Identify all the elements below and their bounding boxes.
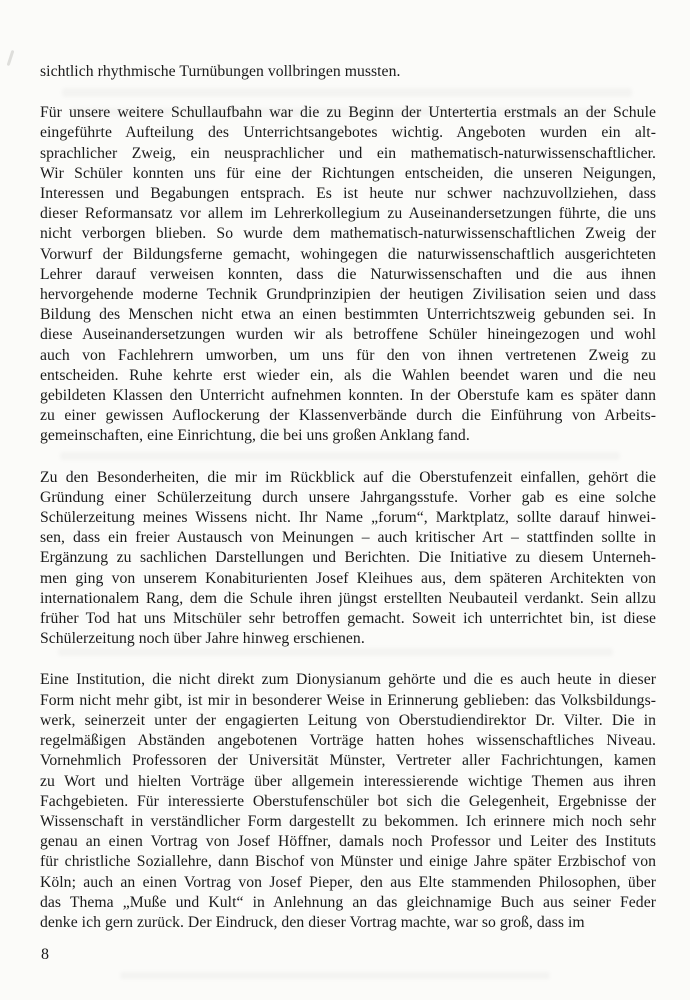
text-line: Lehrer darauf verweisen konnten, dass die Naturwissenschaften und die aus ihnen	[40, 265, 656, 283]
text-line: Form nicht mehr gibt, ist mir in besonderer Weise in Erinnerung geblieben: das Volksbildungs-	[40, 691, 656, 709]
text-line: dieser Reformansatz vor allem im Lehrerkollegium zu Auseinandersetzungen führte, die uns	[40, 205, 656, 223]
text-line: Schülerzeitung noch über Jahre hinweg erschienen.	[40, 630, 365, 648]
text-line: Köln; auch an einen Vortrag von Josef Pieper, den aus Elte stammenden Philosophen, über	[40, 873, 656, 891]
text-line: sichtlich rhythmische Turnübungen vollbringen mussten.	[40, 63, 401, 80]
paragraph	[40, 468, 656, 650]
text-line: internationalem Rang, dem die Schule ihren jüngst erstellten Neubauteil verdankt. Sein allzu	[40, 589, 656, 607]
text-line: eingeführte Aufteilung des Unterrichtsangebotes wichtig. Angeboten wurden ein alt-	[40, 124, 656, 142]
text-line: Gründung einer Schülerzeitung durch unsere Jahrgangsstufe. Vorher gab es eine solche	[40, 488, 656, 506]
text-line: Eine Institution, die nicht direkt zum Dionysianum gehörte und die es auch heute in dieser	[40, 671, 656, 689]
paragraph	[40, 670, 656, 933]
text-line: sprachlicher Zweig, ein neusprachlicher und ein mathematisch-naturwissenschaftlicher.	[40, 144, 656, 162]
text-line: sen, dass ein freier Austausch von Meinungen – auch kritischer Art – stattfinden sollte in	[40, 529, 656, 547]
text-line: für christliche Soziallehre, dann Bischof von Münster und einige Jahre später Erzbischof von	[40, 853, 656, 871]
text-line: zu Wort und hielten Vorträge über allgemein interessierende wichtige Themen aus ihren	[40, 772, 656, 790]
text-line: Zu den Besonderheiten, die mir im Rückblick auf die Oberstufenzeit einfallen, gehört die	[40, 468, 656, 486]
text-line: men ging von unserem Konabiturienten Josef Kleihues aus, dem späteren Architekten von	[40, 569, 656, 587]
text-line: Für unsere weitere Schullaufbahn war die zu Beginn der Untertertia erstmals an der Schule	[40, 104, 656, 122]
paragraph	[40, 103, 656, 446]
text-line: genau an einen Vortrag von Josef Höffner, damals noch Professor und Leiter des Instituts	[40, 833, 656, 851]
scan-artifact	[7, 50, 15, 66]
text-line: Fachgebieten. Für interessierte Oberstufenschüler bot sich die Gelegenheit, Ergebnisse der	[40, 792, 656, 810]
text-block	[40, 62, 656, 954]
text-line: gemeinschaften, eine Einrichtung, die bei uns großen Anklang fand.	[40, 427, 470, 445]
text-line: Interessen und Begabungen entsprach. Es ist heute nur schwer nachzuvollziehen, dass	[40, 185, 656, 203]
text-line: diese Auseinandersetzungen wurden wir als betroffene Schüler hineingezogen und wohl	[40, 326, 656, 344]
text-line: nicht verborgen blieben. So wurde dem mathematisch-naturwissenschaftlichen Zweig der	[40, 225, 656, 243]
text-line: Schülerzeitung meines Wissens nicht. Ihr Name „forum“, Marktplatz, sollte darauf hinwei-	[40, 509, 656, 527]
text-line: entscheiden. Ruhe kehrte erst wieder ein, als die Wahlen beendet waren und die neu	[40, 366, 656, 384]
text-line: zu einer gewissen Auflockerung der Klassenverbände durch die Einführung von Arbeits-	[40, 407, 656, 425]
ghost-text-artifact	[120, 972, 550, 979]
text-line: werk, seinerzeit unter der engagierten Leitung von Oberstudiendirektor Dr. Vilter. Die in	[40, 711, 656, 729]
text-line: Bildung des Menschen nicht etwa an einen bestimmten Unterrichtszweig gebunden sei. In	[40, 306, 656, 324]
text-line: gebildeten Klassen den Unterricht aufnehmen konnten. In der Oberstufe kam es später dann	[40, 387, 656, 405]
text-line: hervorgehende moderne Technik Grundprinzipien der heutigen Zivilisation seien und dass	[40, 286, 656, 304]
text-line: regelmäßigen Abständen angebotenen Vorträge hatten hohes wissenschaftliches Niveau.	[40, 732, 656, 750]
text-line: auch von Fachlehrern umworben, um uns für den von ihnen vertretenen Zweig zu	[40, 346, 656, 364]
text-line: Wissenschaft in verständlicher Form dargestellt zu bekommen. Ich erinnere mich noch sehr	[40, 812, 656, 830]
text-line: früher Tod hat uns Mitschüler sehr betroffen gemacht. Soweit ich unterrichtet bin, ist diese	[40, 610, 656, 628]
paragraph	[40, 62, 656, 82]
text-line: Vorwurf der Bildungsferne gemacht, wohingegen die naturwissenschaftlich ausgerichteten	[40, 245, 656, 263]
text-line: Ergänzung zu sachlichen Darstellungen und Berichten. Die Initiative zu diesem Unterneh-	[40, 549, 656, 567]
page-number: 8	[41, 946, 49, 963]
text-line: denke ich gern zurück. Der Eindruck, den dieser Vortrag machte, war so groß, dass im	[40, 913, 585, 931]
text-line: Wir Schüler konnten uns für eine der Richtungen entscheiden, die unseren Neigungen,	[40, 164, 656, 182]
text-line: das Thema „Muße und Kult“ in Anlehnung an das gleichnamige Buch aus seiner Feder	[40, 893, 656, 911]
text-line: Vornehmlich Professoren der Universität Münster, Vertreter aller Fachrichtungen, kamen	[40, 752, 656, 770]
